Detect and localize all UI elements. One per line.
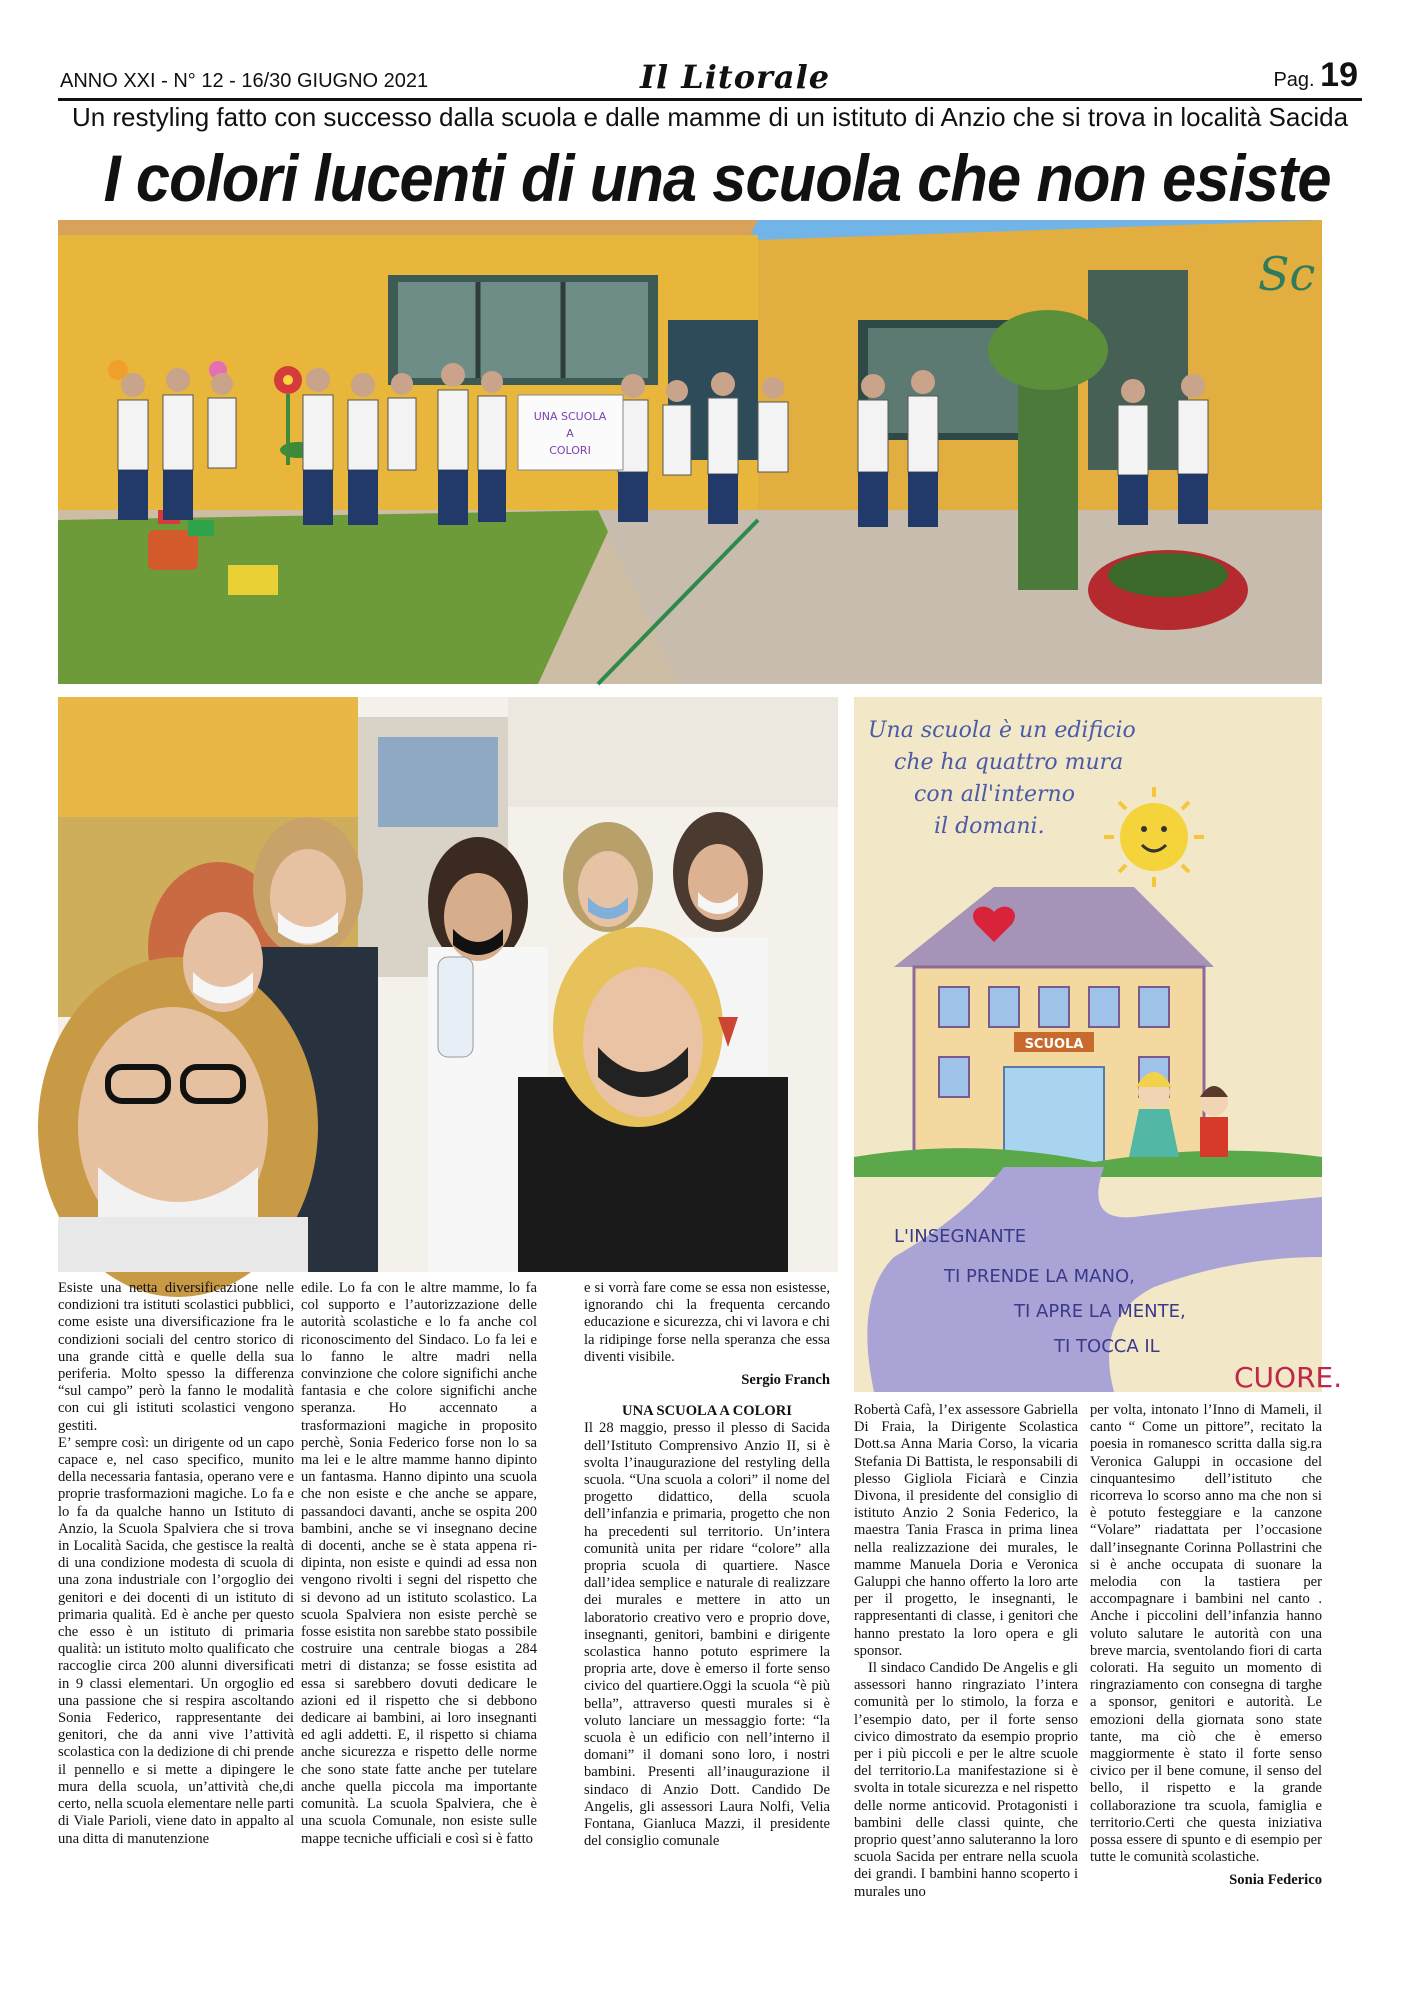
column-3	[584, 1280, 830, 1851]
banner-line-2: A	[566, 427, 574, 440]
article-headline: I colori lucenti di una scuola che non esiste	[103, 141, 1331, 215]
mural-lower-2: TI PRENDE LA MANO,	[944, 1266, 1135, 1287]
mural-lower-1: L'INSEGNANTE	[894, 1226, 1027, 1247]
paragraph: Robertà Cafà, l’ex assessore Gabriella Di Fraia, la Dirigente Scolastica Dott.sa Anna Maria Corso, la vicaria Stefania Di Battista, le responsabili di plesso Gigliola Ficiarà e Cinzia Divona, il presidente del consiglio di istituto Anzio 2 Sonia Federico, la maestra Tania Frasca in prima linea nella realizzazione dei murales, le mamme Manuela Doria e Veronica Galuppi che hanno offerto la loro arte per il progetto, le insegnanti, le rappresentanti di classe, i genitori che hanno prestato la loro opera e gli sponsor.	[854, 1402, 1078, 1659]
paragraph: per volta, intonato l’Inno di Mameli, il canto “ Come un pittore”, recitato la poesia in romanesco scritta dalla sig.ra Veronica Galuppi in occasione del cinquantesimo dell’istituto che ricorreva lo scorso anno ma che non si è potuto festeggiare e la canzone “Volare” riadattata per l’occasione dall’insegnante Corinna Pollastrini che si è anche occupata di suonare la melodia con la tastiera per accompagnare i bambini nel canto . Anche i piccolini dell’infanzia hanno voluto salutare le autorità con una breve marcia, sventolando fiori di carta colorati. Ha seguito un momento di ringraziamento con consegna di targhe a sponsor, genitori e autorità. Le emozioni della giornata sono state tante, ma ciò che è emerso maggiormente è stato il forte senso civico per il bene comune, il senso del bello, il rispetto e la grande collaborazione tra scuola, famiglia e territorio.Certi che questa iniziativa possa essere di spunto e di esempio per tutte le comunità scolastiche.	[1090, 1402, 1322, 1866]
paragraph: Il sindaco Candido De Angelis e gli assessori hanno ringraziato l’intera comunità per lo stimolo, la forza e l’esempio dato, per il forte senso civico dimostrato da esempio proprio per i più piccoli e per le altre scuole del territorio.La manifestazione si è svolta in totale sicurezza e nel rispetto delle norme anticovid. Protagonisti i bambini delle classi quinte, che proprio quest’anno saluteranno la loro scuola Sacida per entrare nella scuola dei grandi. I bambini hanno scoperto i murales uno	[854, 1660, 1078, 1900]
page-number	[1273, 56, 1358, 95]
author-signature: Sonia Federico	[1229, 1872, 1322, 1889]
school-sign-text: SCUOLA	[1024, 1037, 1084, 1052]
mural-line-2: che ha quattro mura	[894, 750, 1124, 775]
mural-line-1: Una scuola è un edificio	[868, 718, 1136, 743]
paragraph: E’ sempre così: un dirigente od un capo capace e, nel caso specifico, munito della necessaria fantasia, operano vere e proprie trasformazioni magiche. Lo fa e lo fa da qualche hanno un Istituto di Anzio, la Scuola Spalviera che si trova in Località Sacida, che gestisce la realtà di una condizione modesta di scuola di una zona industriale con l’orgoglio dei genitori e dei docenti di un istituto di primaria qualità. Ed è anche per questo che esso è un istituto di primaria qualità: un istituto molto qualificato che raccoglie circa 200 alunni diversificati in 9 classi elementari. Un orgoglio ed una passione che si respira ascoltando Sonia Federico, rappresentante dei genitori, che da anni vive l’attività scolastica con la dedizione di chi prende il pennello e si mette a dipingere le mura della scuola, un’attività che,di certo, nella scuola elementare nelle parti di Viale Parioli, viene dato in appalto al una ditta di manutenzione	[58, 1434, 294, 1847]
selfie-illustration	[58, 697, 838, 1272]
paragraph: edile. Lo fa con le altre mamme, lo fa col supporto e l’autorizzazione delle autorità scolastiche e lo fa anche col riconoscimento del Sindaco. Lo fa lei e lo fanno le altre madri nella convinzione che colore significhi anche fantasia e che colore significhi anche speranza. Ho accennato a trasformazioni magiche in proposito perchè, Sonia Federico forse non lo sa ma lei e le altre mamme hanno dipinto un fantasma. Hanno dipinto una scuola che non esiste e che anche se appare, passandoci davanti, anche se ospita 200 bambini, anche se vi insegnano decine di docenti, anche se è stata appena ri-dipinta, non esiste e quindi ad essa non vengono rivolti i segni del rispetto che si devono ad un istituto scolastico. La scuola Spalviera non esiste perchè se fosse esistita non sarebbe stato possibile costruire una centrale biogas a 284 metri di distanza; se fosse esistita ad essa si sarebbero dovuti dedicare le azioni ed il rispetto che si debbono dedicare ai bambini, ai loro insegnanti ed agli addetti. E, il rispetto si chiama anche sicurezza e rispetto delle norme che sono state fatte anche per tutelare anche quella piccola ma importante comunità. La scuola Spalviera, che è una scuola Comunale, non esiste sulle mappe tecniche ufficiali e così si è fatto	[301, 1280, 537, 1847]
mural-lower-5: CUORE.	[1234, 1361, 1343, 1394]
svg-text:Sc: Sc	[1258, 247, 1316, 301]
column-2	[301, 1280, 537, 1848]
issue-info: ANNO XXI - N° 12 - 16/30 GIUGNO 2021	[60, 70, 429, 92]
courtyard-illustration	[58, 220, 1322, 684]
paragraph: Il 28 maggio, presso il plesso di Sacida dell’Istituto Comprensivo Anzio II, si è svolta l’inaugurazione del restyling della scuola. “Una scuola a colori” il nome del progetto didattico, della scuola dell’infanzia e primaria, progetto che non ha precedenti sul territorio. Un’intera comunità unita per ridare “colore” alla propria scuola di quartiere. Nasce dall’idea semplice e naturale di realizzare dei murales e mettere in atto un laboratorio creativo vero e proprio dove, insegnanti, genitori, bambini e dirigente scolastica hanno potuto esprimere la propria arte, dove è emerso il forte senso civico del quartiere.Oggi la scuola “è più bella”, attraverso questi murales si è voluto lanciare un messaggio forte: “la scuola è un edificio con nell’interno il domani” il domani sono loro, i nostri bambini. Presenti all’inaugurazione il sindaco di Anzio Dott. Candido De Angelis, gli assessori Laura Nolfi, Velia Fontana, Gianluca Mazzi, il presidente del consiglio comunale	[584, 1420, 830, 1850]
newspaper-logo: Il Litorale	[640, 58, 831, 96]
paragraph: Esiste una netta diversificazione nelle condizioni tra istituti scolastici pubblici, come esiste una diversificazione fra le condizioni sociali del centro storico di una grande città e quelle della sua periferia. Molto spesso la differenza “sul campo” però la fanno le modalità con cui gli istituti scolastici vengono gestiti.	[58, 1280, 294, 1434]
mural-line-3: con all'interno	[914, 782, 1075, 807]
banner-line-1: UNA SCUOLA	[533, 410, 607, 423]
column-4	[854, 1402, 1078, 1901]
photo-mothers-selfie	[58, 697, 838, 1272]
section-subhead: UNA SCUOLA A COLORI	[622, 1403, 792, 1420]
author-signature: Sergio Franch	[741, 1372, 830, 1389]
mural-lower-3: TI APRE LA MENTE,	[1014, 1301, 1186, 1322]
mural-lower-4: TI TOCCA IL	[1054, 1336, 1160, 1357]
paragraph: e si vorrà fare come se essa non esistesse, ignorando chi la frequenta cercando educazione e sicurezza, chi vi lavora e chi la ridipinge forse nella speranza che essa diventi visibile.	[584, 1280, 830, 1365]
school-banner	[518, 395, 623, 470]
page-label: Pag.	[1273, 69, 1315, 91]
page-number-value: 19	[1320, 56, 1358, 94]
photo-mural	[854, 697, 1343, 1394]
photo-school-courtyard	[58, 220, 1322, 684]
banner-line-3: COLORI	[549, 444, 591, 457]
mural-illustration	[854, 697, 1343, 1394]
header-rule	[58, 98, 1362, 101]
mural-line-4: il domani.	[934, 814, 1045, 839]
column-5	[1090, 1402, 1322, 1890]
column-1	[58, 1280, 294, 1848]
article-kicker: Un restyling fatto con successo dalla scuola e dalle mamme di un istituto di Anzio che si trova in località Sacida	[71, 102, 1349, 132]
